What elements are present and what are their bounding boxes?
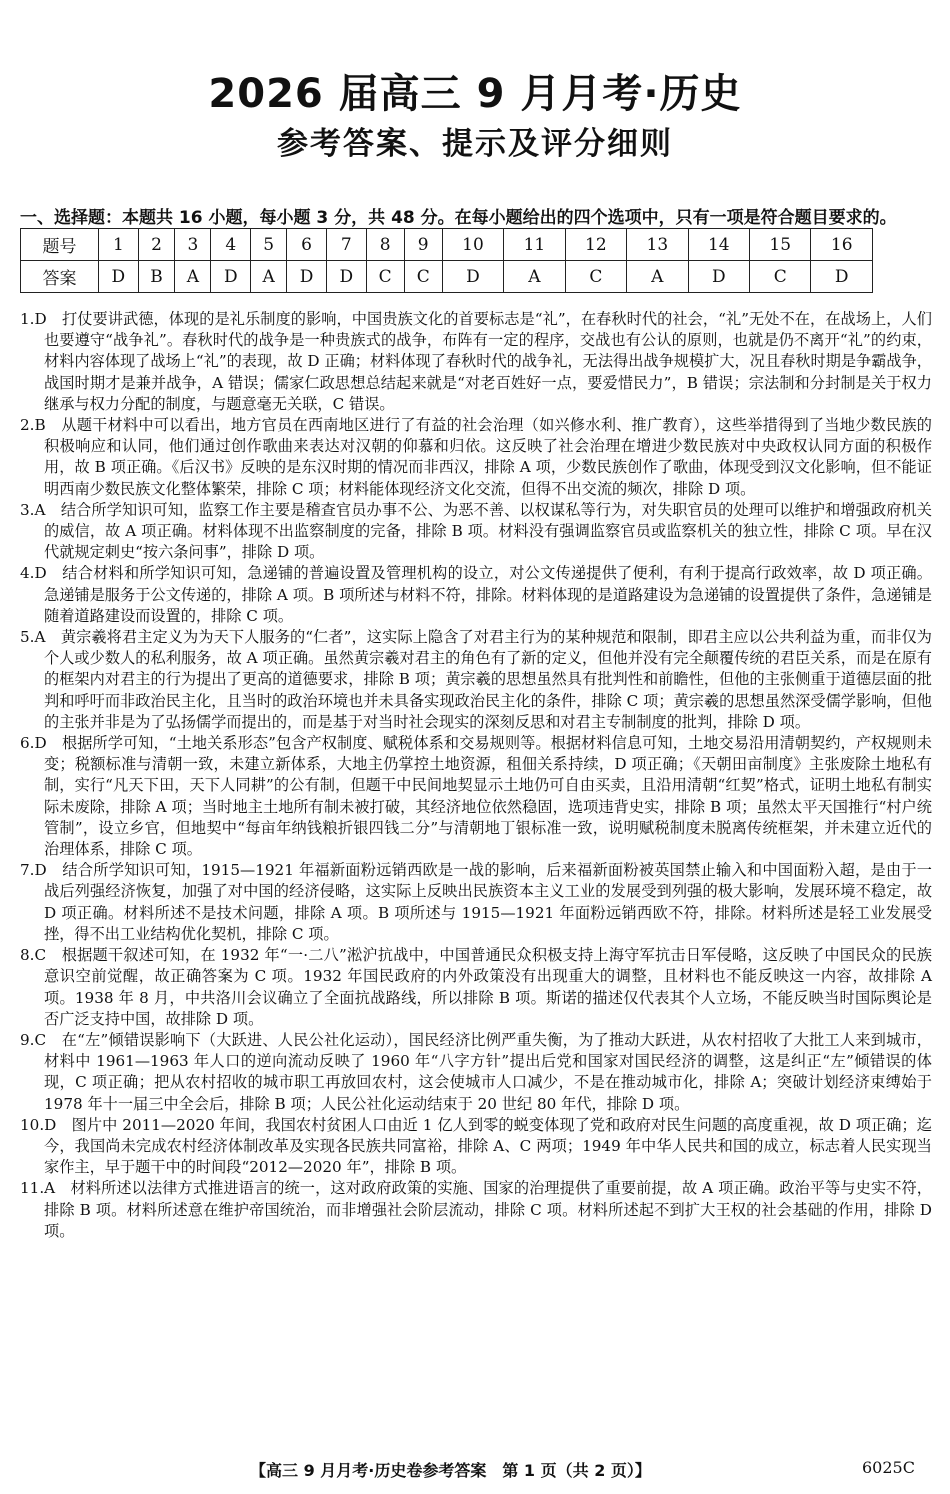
table-cell: D	[211, 261, 251, 293]
table-cell: 4	[211, 229, 251, 261]
table-cell: A	[251, 261, 287, 293]
table-cell: D	[99, 261, 139, 293]
table-cell: A	[175, 261, 211, 293]
row-label: 题号	[21, 229, 99, 261]
explanation-item: 7.D 结合所学知识可知，1915—1921 年福新面粉远销西欧是一战的影响，后来福新面粉被英国禁止输入和中国面粉入超，是由于一战后列强经济恢复，加强了对中国的经济侵略，这实际上反映出民族资本主义工业的发展受到列强的极大影响，发展环境不稳定，故 D 项正确。材料所述不是技术问题，排除 A 项。B 项所述与 1915—1921 年面粉远销西欧不符，排除。材料所述是轻工业发展受挫，得不出工业结构优化契机，排除 C 项。	[20, 861, 932, 943]
table-cell: 13	[627, 229, 688, 261]
table-cell: 5	[251, 229, 287, 261]
table-cell: C	[565, 261, 626, 293]
table-cell: 2	[138, 229, 175, 261]
table-cell: D	[326, 261, 366, 293]
table-cell: D	[287, 261, 327, 293]
explanation-item: 3.A 结合所学知识可知，监察工作主要是稽查官员办事不公、为恶不善、以权谋私等行为，对失职官员的处理可以维护和增强政府机关的威信，故 A 项正确。材料体现不出监察制度的完备，排除 B 项。材料没有强调监察官员或监察机关的独立性，排除 C 项。早在汉代就规定刺史“按六条问事”，排除 D 项。	[20, 500, 932, 562]
table-cell: C	[404, 261, 442, 293]
explanation-item: 4.D 结合材料和所学知识可知，急递铺的普遍设置及管理机构的设立，对公文传递提供了便利，有利于提高行政效率，故 D 项正确。急递铺是服务于公文传递的，排除 A 项。B 项所述与材料不符，排除。材料体现的是道路建设为急递铺的设置提供了条件，急递铺是随着道路建设而设置的，排除 C 项。	[20, 564, 932, 625]
explanation-item: 11.A 材料所述以法律方式推进语言的统一，这对政府政策的实施、国家的治理提供了重要前提，故 A 项正确。政治平等与史实不符，排除 B 项。材料所述意在维护帝国统治，而非增强社会阶层流动，排除 C 项。材料所述起不到扩大王权的社会基础的作用，排除 D 项。	[20, 1179, 932, 1240]
question-number-row	[21, 229, 873, 261]
table-cell: 16	[811, 229, 873, 261]
explanation-item: 1.D 打仗要讲武德，体现的是礼乐制度的影响，中国贵族文化的首要标志是“礼”，在春秋时代的社会，“礼”无处不在，在战场上，人们也要遵守“战争礼”。春秋时代的战争是一种贵族式的战争，布阵有一定的程序，交战也有公认的原则，也就是仍不离开“礼”的约束，材料内容体现了战场上“礼”的表现，故 D 正确；材料体现了春秋时代的战争礼，无法得出战争规模扩大，况且春秋时期是争霸战争，战国时期才是兼并战争，A 错误；儒家仁政思想总结起来就是“对老百姓好一点，要爱惜民力”，B 错误；宗法制和分封制是关于权力继承与权力分配的制度，与题意毫无关联，C 错误。	[20, 310, 932, 413]
explanation-item: 5.A 黄宗羲将君主定义为为天下人服务的“仁者”，这实际上隐含了对君主行为的某种规范和限制，即君主应以公共利益为重，而非仅为个人或少数人的私利服务，故 A 项正确。虽然黄宗羲对君主的角色有了新的定义，但他并没有完全颠覆传统的君臣关系，而是在原有的框架内对君主的行为提出了更高的道德要求，排除 B 项；黄宗羲的思想虽然具有批判性和前瞻性，但他的主张侧重于道德层面的批判和呼吁而非政治民主化，且当时的政治环境也并未具备实现政治民主化的条件，排除 C 项；黄宗羲的思想虽然深受儒学影响，但他的主张并非是为了弘扬儒学而提出的，而是基于对当时社会现实的深刻反思和对君主专制制度的批判，排除 D 项。	[20, 628, 932, 731]
table-cell: C	[366, 261, 404, 293]
answer-row	[21, 261, 873, 293]
section-heading: 一、选择题：本题共 16 小题，每小题 3 分，共 48 分。在每小题给出的四个选项中，只有一项是符合题目要求的。	[20, 208, 897, 228]
page-subtitle: 参考答案、提示及评分细则	[277, 126, 673, 162]
table-cell: 11	[504, 229, 565, 261]
answer-table	[20, 228, 873, 293]
explanation-item: 6.D 根据所学可知，“土地关系形态”包含产权制度、赋税体系和交易规则等。根据材料信息可知，土地交易沿用清朝契约，产权规则未变；税额标准与清朝一致，未建立新体系，大地主仍掌控土地资源，租佃关系持续，D 项正确；《天朝田亩制度》主张废除土地私有制，实行“凡天下田，天下人同耕”的公有制，但题干中民间地契显示土地仍可自由买卖，且沿用清朝“红契”格式，证明土地私有制实际未废除，排除 A 项；当时地主土地所有制未被打破，其经济地位依然稳固，选项违背史实，排除 B 项；虽然太平天国推行“村户统管制”，设立乡官，但地契中“每亩年纳钱粮折银四钱二分”与清朝地丁银标准一致，说明赋税制度未脱离传统框架，并未建立近代的治理体系，排除 C 项。	[20, 734, 932, 859]
table-cell: D	[442, 261, 503, 293]
table-cell: C	[750, 261, 811, 293]
table-cell: D	[811, 261, 873, 293]
table-cell: 3	[175, 229, 211, 261]
document-code: 6025C	[862, 1458, 915, 1477]
answer-explanations	[20, 309, 932, 1242]
explanation-item: 9.C 在“左”倾错误影响下（大跃进、人民公社化运动），国民经济比例严重失衡，为了推动大跃进，从农村招收了大批工人来到城市，材料中 1961—1963 年人口的逆向流动反映了 1960 年“八字方针”提出后党和国家对国民经济的调整，这是纠正“左”倾错误的体现，C 项正确；把从农村招收的城市职工再放回农村，这会使城市人口减少，不是在推动城市化，排除 A；突破计划经济束缚始于 1978 年十一届三中全会后，排除 B 项；人民公社化运动结束于 20 世纪 80 年代，排除 D 项。	[20, 1030, 932, 1113]
table-cell: 10	[442, 229, 503, 261]
table-cell: 1	[99, 229, 139, 261]
row-label: 答案	[21, 261, 99, 293]
table-cell: 15	[750, 229, 811, 261]
table-cell: B	[138, 261, 175, 293]
table-cell: 9	[404, 229, 442, 261]
table-cell: 8	[366, 229, 404, 261]
explanation-item: 2.B 从题干材料中可以看出，地方官员在西南地区进行了有益的社会治理（如兴修水利、推广教育），这些举措得到了当地少数民族的积极响应和认同，他们通过创作歌曲来表达对汉朝的仰慕和归依。这反映了社会治理在增进少数民族对中央政权认同方面的积极作用，故 B 项正确。《后汉书》反映的是东汉时期的情况而非西汉，排除 A 项，少数民族创作了歌曲，体现受到汉文化影响，但不能证明西南少数民族文化整体繁荣，排除 C 项；材料能体现经济文化交流，但得不出交流的频次，排除 D 项。	[20, 416, 932, 498]
table-cell: A	[627, 261, 688, 293]
table-cell: 7	[326, 229, 366, 261]
table-cell: D	[688, 261, 749, 293]
table-cell: A	[504, 261, 565, 293]
page-title: 2026 届高三 9 月月考·历史	[208, 71, 742, 117]
table-cell: 12	[565, 229, 626, 261]
explanation-item: 8.C 根据题干叙述可知，在 1932 年“一·二八”淞沪抗战中，中国普通民众积极支持上海守军抗击日军侵略，这反映了中国民众的民族意识空前觉醒，故正确答案为 C 项。1932 年国民政府的内外政策没有出现重大的调整，且材料也不能反映这一内容，故排除 A 项。1938 年 8 月，中共洛川会议确立了全面抗战路线，所以排除 B 项。斯诺的描述仅代表其个人立场，不能反映当时国际舆论是否广泛支持中国，故排除 D 项。	[20, 946, 932, 1028]
table-cell: 6	[287, 229, 327, 261]
table-cell: 14	[688, 229, 749, 261]
page-footer: 【高三 9 月月考·历史卷参考答案 第 1 页（共 2 页）】	[250, 1461, 651, 1480]
explanation-item: 10.D 图片中 2011—2020 年间，我国农村贫困人口由近 1 亿人到零的蜕变体现了党和政府对民生问题的高度重视，故 D 项正确；迄今，我国尚未完成农村经济体制改革及实现各民族共同富裕，排除 A、C 两项；1949 年中华人民共和国的成立，标志着人民实现当家作主，早于题干中的时间段“2012—2020 年”，排除 B 项。	[20, 1115, 932, 1177]
